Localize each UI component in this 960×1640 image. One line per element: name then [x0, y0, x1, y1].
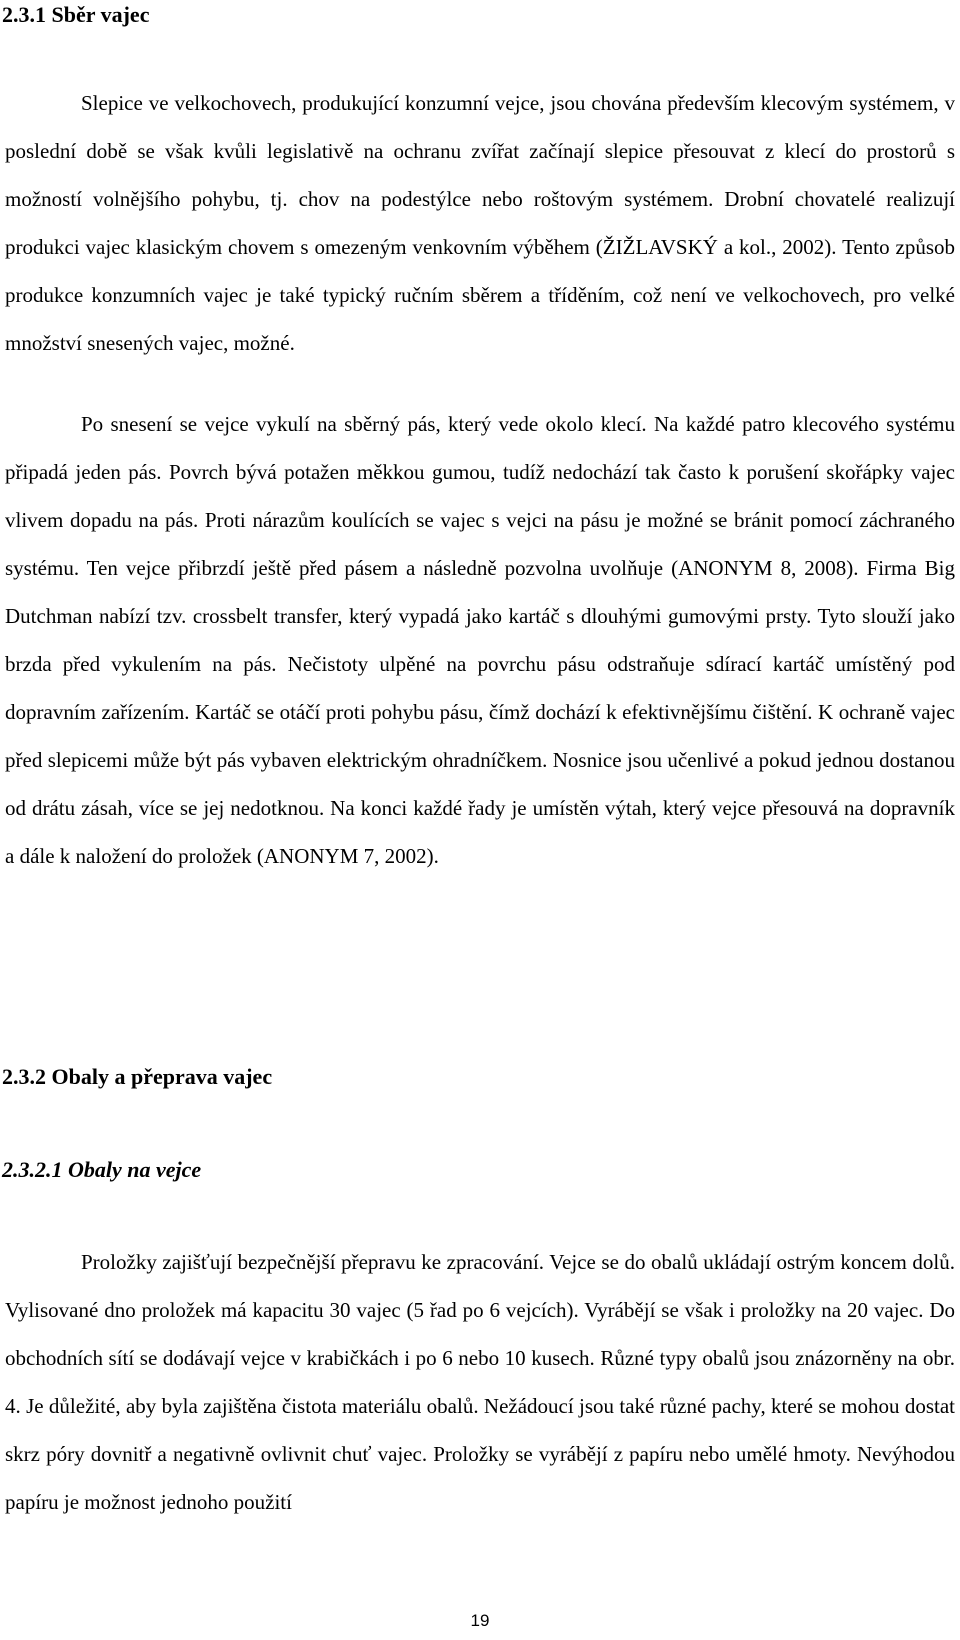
page-number: 19 — [470, 1611, 490, 1630]
section-heading-obaly-a-preprava: 2.3.2 Obaly a přeprava vajec — [2, 1064, 273, 1089]
paragraph-chov-slepic: Slepice ve velkochovech, produkující konzumní vejce, jsou chována především klecovým systémem, v poslední době se však kvůli legislativě na ochranu zvířat začínají slepice přesouvat z klecí do prostorů s možností volnějšího pohybu, tj. chov na podestýlce nebo roštovým systémem. Drobní chovatelé realizují produkci vajec klasickým chovem s omezeným venkovním výběhem (ŽIŽLAVSKÝ a kol., 2002). Tento způsob produkce konzumních vajec je také typický ručním sběrem a tříděním, což není ve velkochovech, pro velké množství snesených vajec, možné. — [5, 91, 955, 355]
section-heading-sber-vajec: 2.3.1 Sběr vajec — [2, 2, 150, 27]
paragraph-sberny-pas: Po snesení se vejce vykulí na sběrný pás, který vede okolo klecí. Na každé patro klecového systému připadá jeden pás. Povrch bývá potažen měkkou gumou, tudíž nedochází tak často k porušení skořápky vajec vlivem dopadu na pás. Proti nárazům koulících se vajec s vejci na pásu je možné se bránit pomocí záchraného systému. Ten vejce přibrzdí ještě před pásem a následně pozvolna uvolňuje (ANONYM 8, 2008). Firma Big Dutchman nabízí tzv. crossbelt transfer, který vypadá jako kartáč s dlouhými gumovými prsty. Tyto slouží jako brzda před vykulením na pás. Nečistoty ulpěné na povrchu pásu odstraňuje sdírací kartáč umístěný pod dopravním zařízením. Kartáč se otáčí proti pohybu pásu, čímž dochází k efektivnějšímu čištění. K ochraně vajec před slepicemi může být pás vybaven elektrickým ohradníčkem. Nosnice jsou učenlivé a pokud jednou dostanou od drátu zásah, více se jej nedotknou. Na konci každé řady je umístěn výtah, který vejce přesouvá na dopravník a dále k naložení do proložek (ANONYM 7, 2002). — [5, 412, 955, 868]
paragraph-prolozky: Proložky zajišťují bezpečnější přepravu ke zpracování. Vejce se do obalů ukládají ostrým koncem dolů. Vylisované dno proložek má kapacitu 30 vajec (5 řad po 6 vejcích). Vyrábějí se však i proložky na 20 vajec. Do obchodních sítí se dodávají vejce v krabičkách i po 6 nebo 10 kusech. Různé typy obalů jsou znázorněny na obr. 4. Je důležité, aby byla zajištěna čistota materiálu obalů. Nežádoucí jsou také různé pachy, které se mohou dostat skrz póry dovnitř a negativně ovlivnit chuť vajec. Proložky se vyrábějí z papíru nebo umělé hmoty. Nevýhodou papíru je možnost jednoho použití — [5, 1250, 955, 1514]
subsection-heading-obaly-na-vejce: 2.3.2.1 Obaly na vejce — [2, 1157, 202, 1182]
